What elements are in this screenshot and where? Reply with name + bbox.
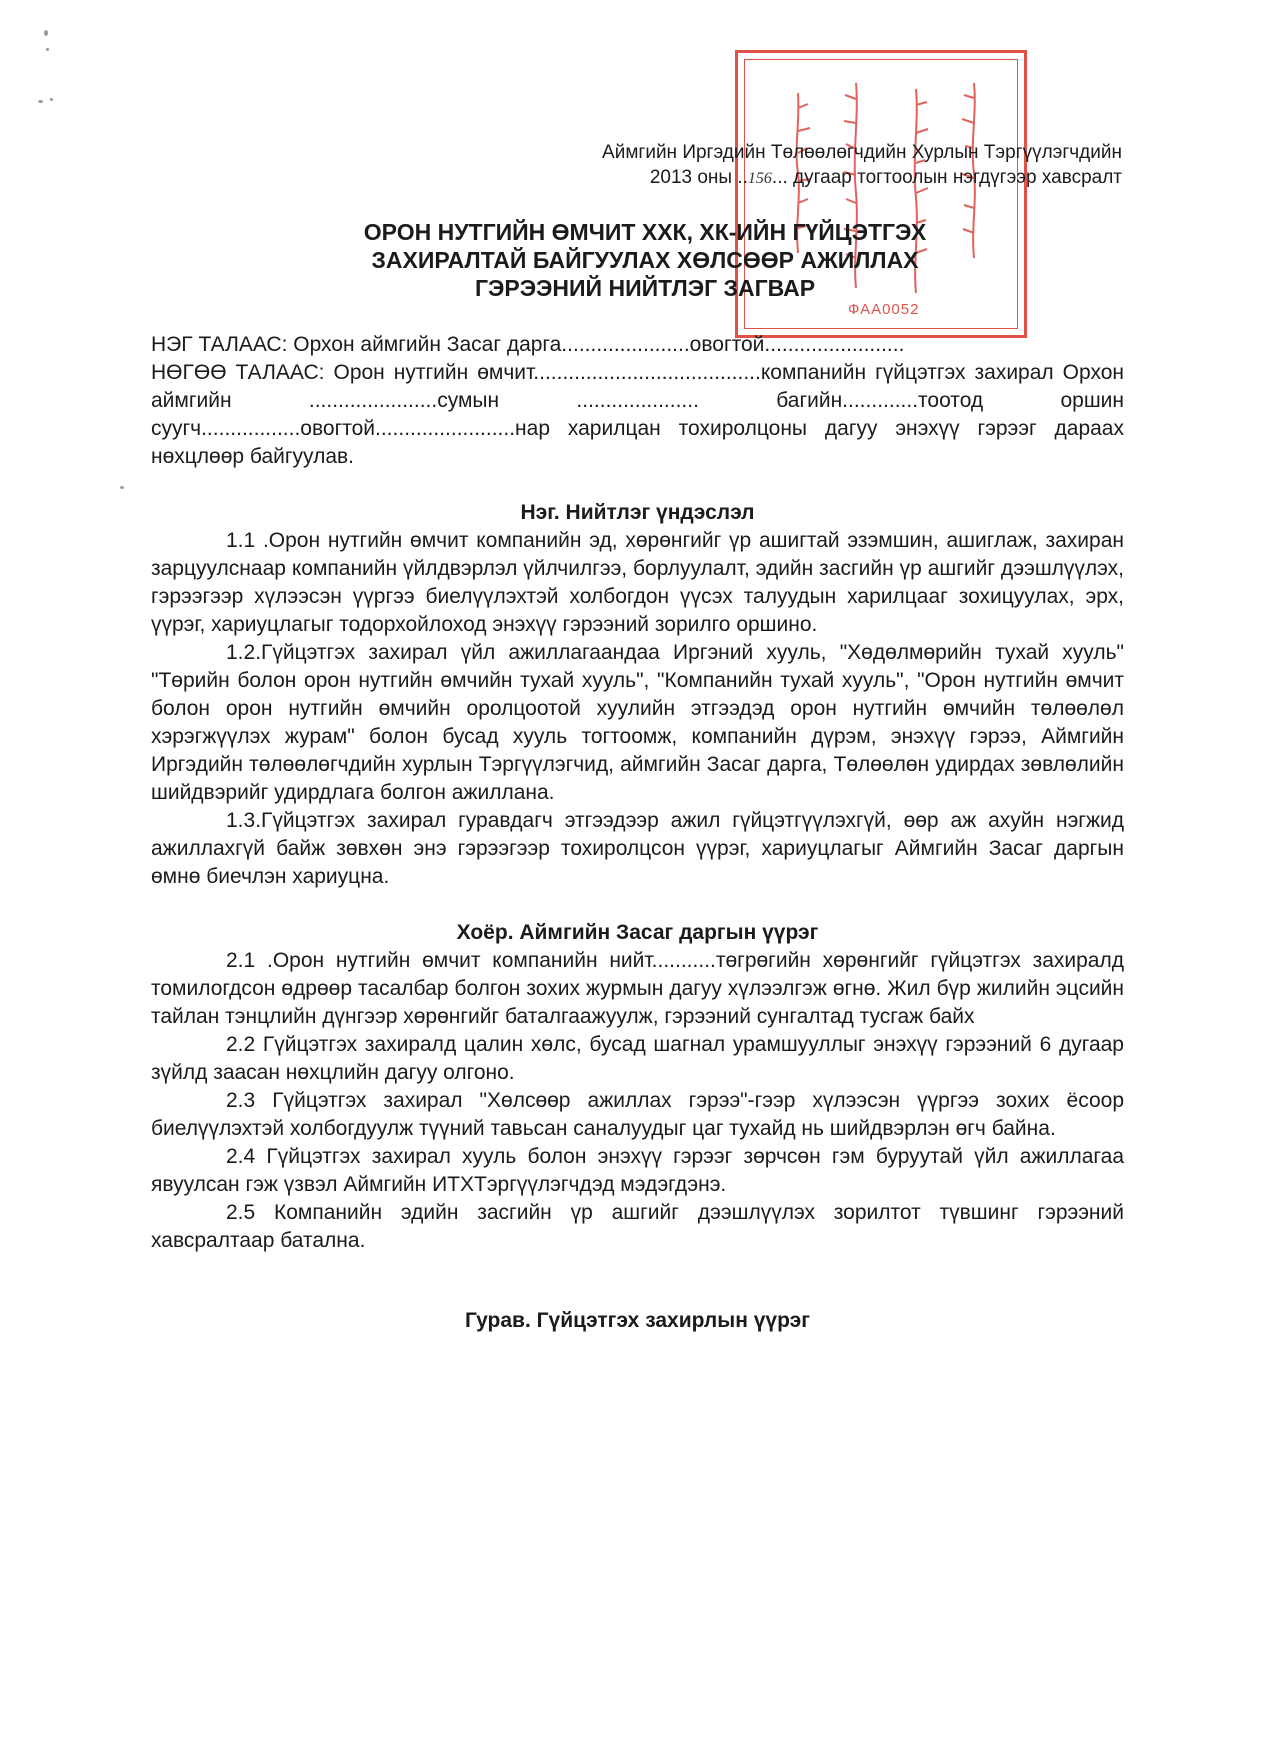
attachment-suffix: ... дугаар тогтоолын нэгдүгээр хавсралт: [771, 167, 1122, 188]
scan-speck: [44, 30, 48, 36]
paragraph-2-2: 2.2 Гүйцэтгэх захиралд цалин хөлс, бусад шагнал урамшууллыг энэхүү гэрээний 6 дугаар зүйлд заасан нөхцлийн дагуу олгоно.: [151, 1033, 1124, 1084]
scan-speck: [50, 98, 53, 101]
paragraph-2-4: 2.4 Гүйцэтгэх захирал хууль болон энэхүү гэрээг зөрчсөн гэм буруутай үйл ажиллагаа явуулсан гэж үзвэл Аймгийн ИТХТэргүүлэгчдэд мэдэгдэнэ.: [151, 1145, 1124, 1196]
paragraph-1-2: 1.2.Гүйцэтгэх захирал үйл ажиллагаандаа Иргэний хууль, "Хөдөлмөрийн тухай хууль" "Төрийн болон орон нутгийн өмчийн тухай хууль", "Компанийн тухай хууль", "Орон нутгийн өмчит болон орон нутгийн өмчийн оролцоотой хуулийн этгээдэд орон нутгийн өмчийн төлөөлөл хэрэгжүүлэх журам" болон бусад хууль тогтоомж, компанийн дүрэм, энэхүү гэрээ, Аймгийн Иргэдийн төлөөлөгчдийн хурлын Тэргүүлэгчид, аймгийн Засаг дарга, Төлөөлөн удирдах зөвлөлийн шийдвэрийг удирдлага болгон ажиллана.: [151, 641, 1124, 804]
scan-speck: [46, 48, 49, 51]
attachment-line-2: [602, 165, 1122, 191]
scan-speck: [120, 486, 124, 489]
preamble-second-party: НӨГӨӨ ТАЛААС: Орон нутгийн өмчит.......................................компанийн гүйцэтгэх захирал Орхон аймгийн ......................сумын ..................... багийн.............тоотод оршин суугч.................овогтой........................нар харилцан тохиролцоны дагуу энэхүү гэрээг дараах нөхцлөөр байгуулав.: [151, 361, 1124, 468]
paragraph-1-3: 1.3.Гүйцэтгэх захирал гуравдагч этгээдээр ажил гүйцэтгүүлэхгүй, өөр аж ахуйн нэгжид ажиллахгүй байж зөвхөн энэ гэрээгээр тохиролцсон үүрэг, хариуцлагыг Аймгийн Засаг даргын өмнө биечлэн хариуцна.: [151, 809, 1124, 888]
title-line-3: ГЭРЭЭНИЙ НИЙТЛЭГ ЗАГВАР: [474, 275, 816, 301]
paragraph-1-1: 1.1 .Орон нутгийн өмчит компанийн эд, хөрөнгийг үр ашигтай эзэмшин, ашиглаж, захиран зарцуулснаар компанийн үйлдвэрлэл үйлчилгээ, борлуулалт, эдийн засгийн үр ашгийг дээшлүүлэх, гэрээгээр хүлээсэн үүргээ биелүүлэхтэй холбогдон үүсэх талуудын харилцааг зохицуулах, эрх, үүрэг, хариуцлагыг тодорхойлоход энэхүү гэрээний зорилго оршино.: [151, 529, 1124, 636]
stamp-code: ФАА0052: [848, 301, 920, 318]
paragraph-2-1: 2.1 .Орон нутгийн өмчит компанийн нийт...........төгрөгийн хөрөнгийг гүйцэтгэх захиралд томилогдсон өдрөөр тасалбар болгон зохих журмын дагуу хүлээлгэж өгнө. Жил бүр жилийн эцсийн тайлан тэнцлийн дүнгээр хөрөнгийг баталгаажуулж, гэрээний сунгалтад тусгаж байх: [151, 949, 1124, 1028]
resolution-number: 156: [747, 170, 772, 187]
preamble-first-party: НЭГ ТАЛААС: Орхон аймгийн Засаг дарга......................овогтой........................: [151, 333, 905, 356]
document-body: [151, 331, 1124, 1335]
paragraph-2-5: 2.5 Компанийн эдийн засгийн үр ашгийг дээшлүүлэх зорилтот түвшинг гэрээний хавсралтаар батална.: [151, 1201, 1124, 1252]
scan-speck: [38, 100, 43, 103]
section-heading: Гурав. Гүйцэтгэх захирлын үүрэг: [465, 1309, 810, 1332]
section-heading: Нэг. Нийтлэг үндэслэл: [520, 501, 755, 524]
attachment-line-1: Аймгийн Иргэдийн Төлөөлөгчдийн Хурлын Тэргүүлэгчдийн: [602, 142, 1122, 163]
title-line-1: ОРОН НУТГИЙН ӨМЧИТ ХХК, ХК-ИЙН ГҮЙЦЭТГЭХ: [363, 219, 927, 245]
paragraph-2-3: 2.3 Гүйцэтгэх захирал "Хөлсөөр ажиллах гэрээ"-гээр хүлээсэн үүргээ зохих ёсоор биелүүлэхтэй холбогдуулж түүний тавьсан саналуудыг цаг тухайд нь шийдвэрлэн өгч байна.: [151, 1089, 1124, 1140]
document-title: [200, 218, 1090, 302]
attachment-note: [602, 140, 1122, 191]
title-line-2: ЗАХИРАЛТАЙ БАЙГУУЛАХ ХӨЛСӨӨР АЖИЛЛАХ: [371, 247, 919, 273]
section-heading: Хоёр. Аймгийн Засаг даргын үүрэг: [456, 921, 819, 944]
attachment-prefix: 2013 оны ..: [649, 167, 748, 188]
